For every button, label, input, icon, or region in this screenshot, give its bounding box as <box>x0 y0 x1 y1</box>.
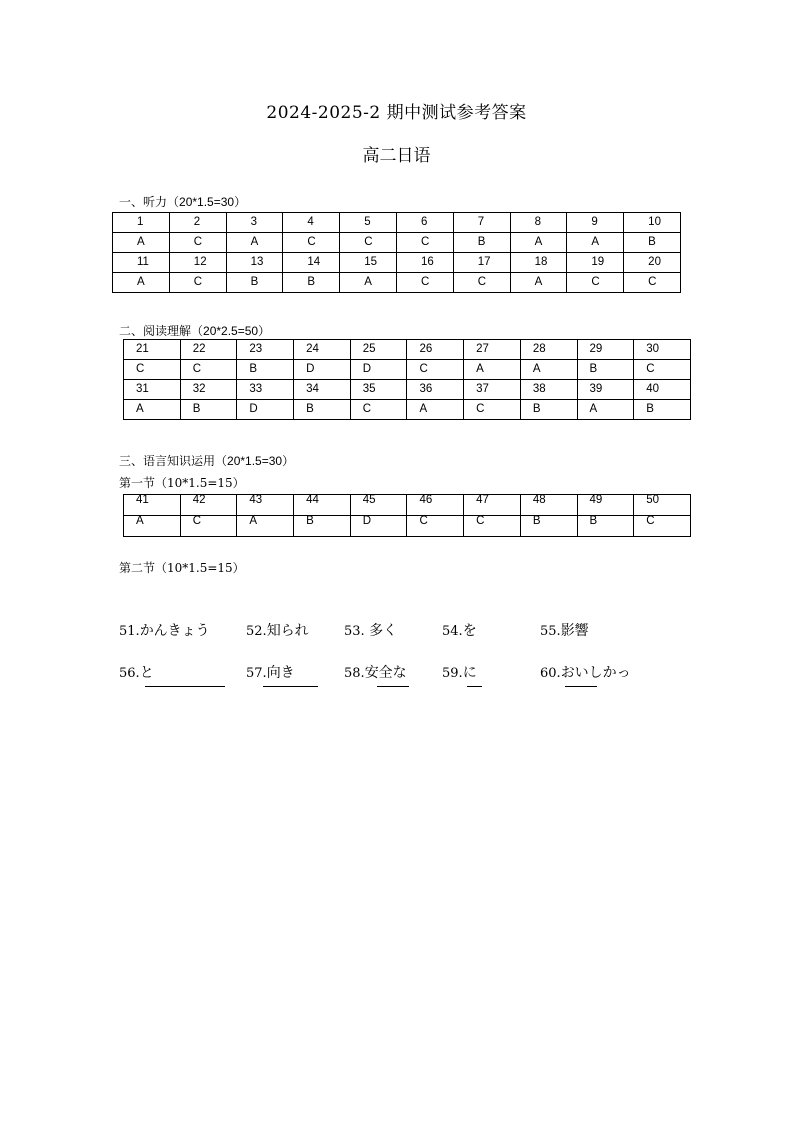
fill-answer-51 <box>119 620 210 640</box>
fill-num: 58. <box>344 666 365 681</box>
answer-cell: B <box>237 360 294 380</box>
answer-row <box>124 360 691 380</box>
answer-cell: B <box>294 516 351 537</box>
answer-cell: B <box>180 400 237 420</box>
question-number-row <box>124 340 691 360</box>
section-1-points: 20*1.5=30 <box>179 195 235 209</box>
question-number-cell: 48 <box>520 495 577 516</box>
question-number-cell: 13 <box>226 253 283 273</box>
fill-text: 向き <box>266 665 295 681</box>
fill-answer-55 <box>540 620 589 640</box>
answer-cell: B <box>624 233 681 253</box>
question-number-row <box>113 213 681 233</box>
question-number-row <box>124 380 691 400</box>
fill-text: かんきょう <box>139 623 210 639</box>
answer-cell: C <box>124 360 181 380</box>
question-number-cell: 16 <box>396 253 453 273</box>
answer-cell: C <box>407 360 464 380</box>
answer-cell: B <box>577 360 634 380</box>
question-number-cell: 26 <box>407 340 464 360</box>
question-number-row <box>124 495 691 516</box>
question-number-cell: 29 <box>577 340 634 360</box>
section-1-close: ） <box>234 195 247 209</box>
answer-cell: B <box>294 400 351 420</box>
question-number-row <box>113 253 681 273</box>
question-number-cell: 20 <box>624 253 681 273</box>
fill-text: おいしかっ <box>560 665 631 681</box>
question-number-cell: 30 <box>634 340 691 360</box>
answer-cell: D <box>237 400 294 420</box>
question-number-cell: 43 <box>237 495 294 516</box>
fill-num: 51. <box>119 624 140 639</box>
question-number-cell: 38 <box>520 380 577 400</box>
answer-row <box>113 233 681 253</box>
answer-cell: B <box>453 233 510 253</box>
fill-text: 多く <box>364 623 398 639</box>
answer-cell: A <box>407 400 464 420</box>
answer-cell: C <box>283 233 340 253</box>
answer-cell: A <box>124 400 181 420</box>
answer-cell: C <box>634 360 691 380</box>
question-number-cell: 6 <box>396 213 453 233</box>
section-3-heading <box>119 452 294 469</box>
section-2-heading <box>119 322 270 339</box>
question-number-cell: 2 <box>169 213 226 233</box>
part-2-heading: 第二节（10*1.5=15） <box>119 561 245 575</box>
answer-underline <box>377 686 409 687</box>
fill-answer-59 <box>442 662 477 682</box>
question-number-cell: 9 <box>567 213 624 233</box>
question-number-cell: 33 <box>237 380 294 400</box>
fill-answer-58 <box>344 662 407 682</box>
fill-answer-60 <box>540 662 631 682</box>
question-number-cell: 3 <box>226 213 283 233</box>
answer-row <box>124 516 691 537</box>
question-number-cell: 21 <box>124 340 181 360</box>
answer-cell: C <box>396 273 453 293</box>
answer-cell: B <box>520 516 577 537</box>
answer-cell: A <box>464 360 521 380</box>
fill-num: 60. <box>540 666 561 681</box>
answer-cell: D <box>350 360 407 380</box>
answer-cell: A <box>510 273 567 293</box>
question-number-cell: 5 <box>340 213 397 233</box>
question-number-cell: 35 <box>350 380 407 400</box>
answer-underline <box>467 686 482 687</box>
answer-cell: A <box>237 516 294 537</box>
question-number-cell: 17 <box>453 253 510 273</box>
answer-cell: B <box>283 273 340 293</box>
question-number-cell: 19 <box>567 253 624 273</box>
question-number-cell: 7 <box>453 213 510 233</box>
answer-cell: B <box>520 400 577 420</box>
answer-cell: D <box>350 516 407 537</box>
question-number-cell: 50 <box>634 495 691 516</box>
answer-cell: C <box>180 360 237 380</box>
answer-cell: A <box>113 273 170 293</box>
answer-cell: B <box>634 400 691 420</box>
question-number-cell: 4 <box>283 213 340 233</box>
question-number-cell: 44 <box>294 495 351 516</box>
section-3-close: ） <box>282 454 295 468</box>
answer-cell: C <box>453 273 510 293</box>
question-number-cell: 23 <box>237 340 294 360</box>
answer-cell: C <box>340 233 397 253</box>
fill-num: 57. <box>246 666 267 681</box>
fill-text: 知られ <box>266 623 309 639</box>
answer-underline <box>263 686 318 687</box>
fill-answer-53 <box>344 620 397 640</box>
answer-cell: A <box>520 360 577 380</box>
fill-num: 53. <box>344 624 365 639</box>
question-number-cell: 10 <box>624 213 681 233</box>
answer-cell: A <box>340 273 397 293</box>
answer-cell: D <box>294 360 351 380</box>
section-2-points: 20*2.5=50 <box>203 324 259 338</box>
fill-text: 安全な <box>364 665 407 681</box>
fill-num: 56. <box>119 666 140 681</box>
fill-text: を <box>462 623 477 639</box>
answer-underline <box>145 686 225 687</box>
question-number-cell: 18 <box>510 253 567 273</box>
answer-cell: A <box>577 400 634 420</box>
section-2-close: ） <box>258 324 271 338</box>
answer-cell: A <box>113 233 170 253</box>
answer-cell: C <box>169 233 226 253</box>
answer-cell: C <box>350 400 407 420</box>
question-number-cell: 37 <box>464 380 521 400</box>
question-number-cell: 25 <box>350 340 407 360</box>
question-number-cell: 14 <box>283 253 340 273</box>
fill-answer-57 <box>246 662 295 682</box>
answer-cell: A <box>567 233 624 253</box>
question-number-cell: 46 <box>407 495 464 516</box>
question-number-cell: 36 <box>407 380 464 400</box>
fill-text: に <box>462 665 477 681</box>
answer-cell: A <box>226 233 283 253</box>
question-number-cell: 39 <box>577 380 634 400</box>
listening-answer-table <box>112 212 681 293</box>
answer-cell: C <box>169 273 226 293</box>
question-number-cell: 27 <box>464 340 521 360</box>
question-number-cell: 22 <box>180 340 237 360</box>
fill-answer-56 <box>119 662 154 682</box>
question-number-cell: 32 <box>180 380 237 400</box>
reading-answer-table <box>123 339 691 420</box>
fill-num: 55. <box>540 624 561 639</box>
fill-text: と <box>139 665 154 681</box>
answer-cell: C <box>180 516 237 537</box>
answer-cell: C <box>567 273 624 293</box>
question-number-cell: 31 <box>124 380 181 400</box>
fill-num: 59. <box>442 666 463 681</box>
answer-cell: A <box>124 516 181 537</box>
question-number-cell: 45 <box>350 495 407 516</box>
question-number-cell: 8 <box>510 213 567 233</box>
question-number-cell: 47 <box>464 495 521 516</box>
fill-num: 52. <box>246 624 267 639</box>
section-1-label: 一、听力（ <box>119 195 180 209</box>
section-3-label: 三、语言知识运用（ <box>119 454 228 468</box>
fill-answer-52 <box>246 620 309 640</box>
fill-num: 54. <box>442 624 463 639</box>
question-number-cell: 41 <box>124 495 181 516</box>
answer-cell: C <box>407 516 464 537</box>
question-number-cell: 49 <box>577 495 634 516</box>
answer-cell: C <box>464 400 521 420</box>
page-subtitle: 高二日语 <box>362 146 431 166</box>
answer-cell: C <box>464 516 521 537</box>
question-number-cell: 1 <box>113 213 170 233</box>
answer-cell: B <box>577 516 634 537</box>
answer-row <box>113 273 681 293</box>
answer-row <box>124 400 691 420</box>
part-1-heading: 第一节（10*1.5=15） <box>119 476 245 490</box>
answer-cell: C <box>624 273 681 293</box>
question-number-cell: 15 <box>340 253 397 273</box>
question-number-cell: 12 <box>169 253 226 273</box>
answer-underline <box>565 686 597 687</box>
question-number-cell: 40 <box>634 380 691 400</box>
question-number-cell: 28 <box>520 340 577 360</box>
question-number-cell: 42 <box>180 495 237 516</box>
page-title: 2024-2025-2 期中测试参考答案 <box>266 103 527 123</box>
section-2-label: 二、阅读理解（ <box>119 324 204 338</box>
answer-cell: C <box>634 516 691 537</box>
question-number-cell: 11 <box>113 253 170 273</box>
language-answer-table <box>123 494 691 537</box>
answer-cell: C <box>396 233 453 253</box>
fill-text: 影響 <box>560 623 589 639</box>
answer-cell: B <box>226 273 283 293</box>
section-1-heading <box>119 193 246 210</box>
section-3-points: 20*1.5=30 <box>227 454 283 468</box>
fill-answer-54 <box>442 620 477 640</box>
question-number-cell: 34 <box>294 380 351 400</box>
question-number-cell: 24 <box>294 340 351 360</box>
answer-cell: A <box>510 233 567 253</box>
